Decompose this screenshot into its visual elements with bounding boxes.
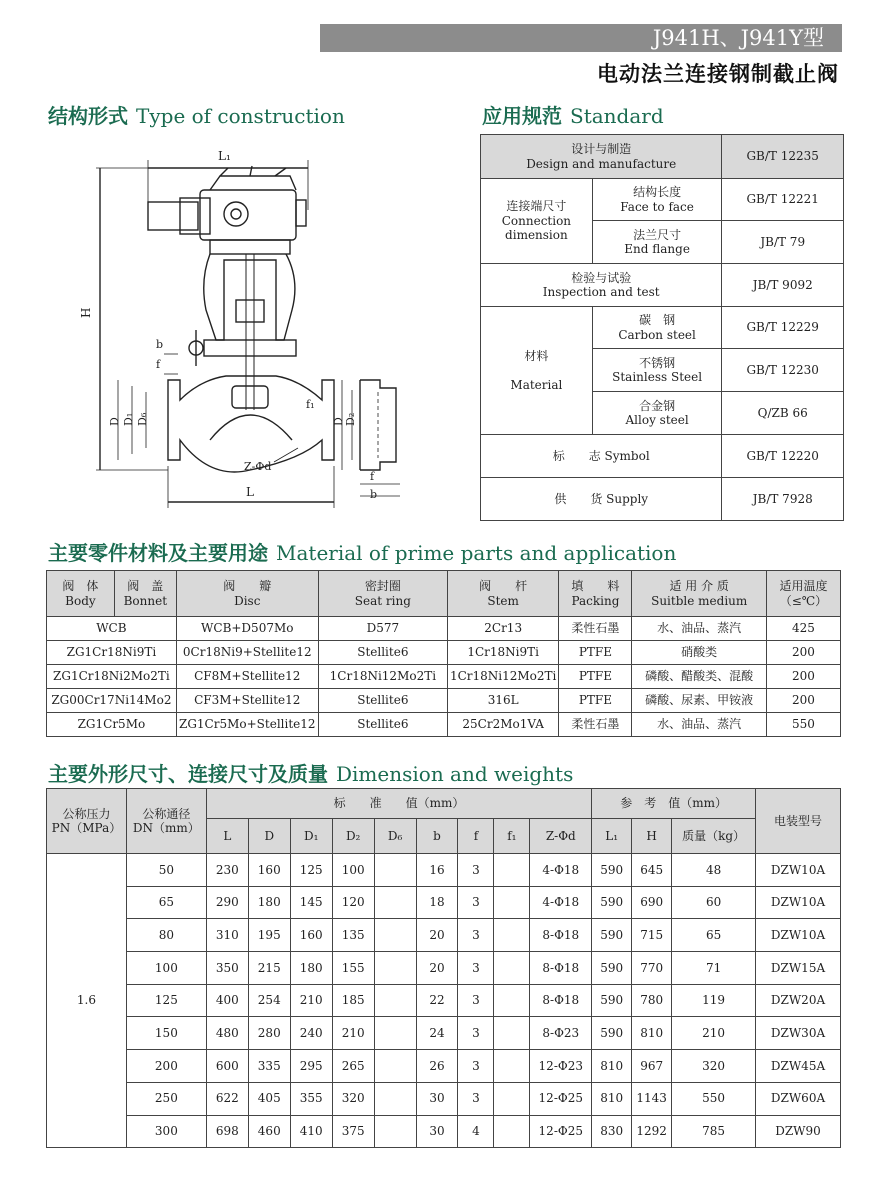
materials-cell: Stellite6: [318, 713, 447, 737]
dimensions-cell: 320: [332, 1082, 374, 1115]
materials-cell: Stellite6: [318, 641, 447, 665]
materials-row: [47, 617, 841, 641]
materials-cell: 1Cr18Ni9Ti: [447, 641, 558, 665]
std-flange-cell: 法兰尺寸 End flange: [592, 221, 722, 264]
dimensions-cell: 12-Φ23: [530, 1050, 592, 1083]
dimensions-col-header: D: [248, 819, 290, 854]
dimensions-cell: 180: [248, 886, 290, 919]
dimensions-cell: [374, 1050, 416, 1083]
materials-cell: 316L: [447, 689, 558, 713]
header-bar: [320, 24, 842, 52]
dimensions-cell: 810: [592, 1050, 632, 1083]
dimensions-cell: 310: [206, 919, 248, 952]
std-face-cell: 结构长度 Face to face: [592, 179, 722, 221]
dimensions-cell: 180: [290, 952, 332, 985]
dimensions-cell: 20: [416, 919, 458, 952]
materials-col-header: 阀 杆 Stem: [447, 571, 558, 617]
dimensions-col-header: D₁: [290, 819, 332, 854]
dimensions-cell: [374, 1082, 416, 1115]
dimensions-cell: 645: [632, 854, 672, 887]
materials-col-header: 阀 瓣 Disc: [176, 571, 318, 617]
dimensions-cell: 590: [592, 1017, 632, 1050]
dimensions-cell: [374, 919, 416, 952]
dimensions-cell: 780: [632, 984, 672, 1017]
dimensions-cell: 590: [592, 854, 632, 887]
dimensions-cell: 3: [458, 984, 494, 1017]
product-title: 电动法兰连接钢制截止阀: [597, 62, 839, 86]
dimensions-cell: 355: [290, 1082, 332, 1115]
dimensions-cell: 590: [592, 952, 632, 985]
dimensions-heading: 主要外形尺寸、连接尺寸及质量 Dimension and weights: [48, 762, 574, 786]
materials-cell: 200: [766, 689, 840, 713]
materials-col-header: 密封圈 Seat ring: [318, 571, 447, 617]
dimensions-cell: 160: [290, 919, 332, 952]
dimensions-cell: 24: [416, 1017, 458, 1050]
materials-cell: 水、油品、蒸汽: [632, 617, 766, 641]
materials-cell: 425: [766, 617, 840, 641]
dimensions-cell: 480: [206, 1017, 248, 1050]
dimensions-cell: 4: [458, 1115, 494, 1148]
std-alloy-code: Q/ZB 66: [722, 392, 844, 435]
dimensions-col-header: D₂: [332, 819, 374, 854]
dimensions-cell: 18: [416, 886, 458, 919]
dimensions-cell: 125: [290, 854, 332, 887]
construction-heading: 结构形式 Type of construction: [48, 104, 345, 128]
label-D: D: [108, 417, 121, 426]
dimensions-cell: 195: [248, 919, 290, 952]
dimensions-cell: 20: [416, 952, 458, 985]
materials-col-header: 填 料 Packing: [559, 571, 632, 617]
dimensions-cell: 295: [290, 1050, 332, 1083]
materials-cell: 25Cr2Mo1VA: [447, 713, 558, 737]
materials-cell: PTFE: [559, 689, 632, 713]
materials-cell: Stellite6: [318, 689, 447, 713]
dimensions-cell: 125: [126, 984, 206, 1017]
materials-col-header: 适用温度 （≤℃）: [766, 571, 840, 617]
materials-cell: ZG1Cr18Ni9Ti: [47, 641, 177, 665]
std-carbon-code: GB/T 12229: [722, 307, 844, 349]
dimensions-cell: 405: [248, 1082, 290, 1115]
dimensions-cell: 550: [672, 1082, 756, 1115]
dimensions-cell: 3: [458, 854, 494, 887]
dimensions-cell: 135: [332, 919, 374, 952]
materials-cell: 0Cr18Ni9+Stellite12: [176, 641, 318, 665]
materials-heading: 主要零件材料及主要用途 Material of prime parts and application: [48, 541, 677, 565]
materials-col-header: 适 用 介 质 Suitble medium: [632, 571, 766, 617]
dimensions-cell: 1292: [632, 1115, 672, 1148]
std-symbol-cell: 标 志 Symbol: [481, 435, 722, 478]
materials-cell: 2Cr13: [447, 617, 558, 641]
dimensions-row: [47, 1115, 841, 1148]
label-f1: f₁: [306, 398, 315, 411]
dimensions-cell: DZW30A: [756, 1017, 841, 1050]
materials-row: [47, 641, 841, 665]
dimensions-cell: 770: [632, 952, 672, 985]
std-flange-code: JB/T 79: [722, 221, 844, 264]
std-face-code: GB/T 12221: [722, 179, 844, 221]
std-supply-cell: 供 货 Supply: [481, 478, 722, 521]
standard-table: [480, 134, 844, 521]
dimensions-cell: 320: [672, 1050, 756, 1083]
dimensions-col-header: 质量（kg）: [672, 819, 756, 854]
dimensions-cell: 120: [332, 886, 374, 919]
dimensions-cell: [374, 854, 416, 887]
dimensions-cell: 4-Φ18: [530, 886, 592, 919]
std-symbol-code: GB/T 12220: [722, 435, 844, 478]
dimensions-col-header: f₁: [494, 819, 530, 854]
dimensions-cell: 698: [206, 1115, 248, 1148]
dimensions-cell: 210: [332, 1017, 374, 1050]
dimensions-cell: 3: [458, 952, 494, 985]
dimensions-cell: [374, 984, 416, 1017]
dimensions-cell: 3: [458, 886, 494, 919]
dimensions-col-header: f: [458, 819, 494, 854]
dimensions-cell: 8-Φ18: [530, 919, 592, 952]
dimensions-cell: 375: [332, 1115, 374, 1148]
dimensions-cell: 335: [248, 1050, 290, 1083]
dimensions-cell: 200: [126, 1050, 206, 1083]
label-H: H: [79, 307, 93, 318]
dimensions-row: [47, 1017, 841, 1050]
label-L1: L₁: [218, 149, 231, 163]
dimensions-cell: 690: [632, 886, 672, 919]
std-alloy-cell: 合金钢 Alloy steel: [592, 392, 722, 435]
dimensions-cell: 215: [248, 952, 290, 985]
materials-cell: CF3M+Stellite12: [176, 689, 318, 713]
materials-row: [47, 689, 841, 713]
dimensions-cell: 250: [126, 1082, 206, 1115]
dimensions-cell: 155: [332, 952, 374, 985]
dimensions-row: [47, 952, 841, 985]
pn-header: 公称压力 PN（MPa）: [47, 789, 127, 854]
dimensions-cell: [494, 886, 530, 919]
dimensions-cell: DZW60A: [756, 1082, 841, 1115]
dimensions-cell: 119: [672, 984, 756, 1017]
materials-cell: 水、油品、蒸汽: [632, 713, 766, 737]
materials-cell: 柔性石墨: [559, 713, 632, 737]
standard-heading: 应用规范 Standard: [482, 104, 664, 128]
dimensions-cell: 4-Φ18: [530, 854, 592, 887]
dimensions-col-header: H: [632, 819, 672, 854]
materials-cell: PTFE: [559, 665, 632, 689]
dimensions-cell: 967: [632, 1050, 672, 1083]
std-material-cell: 材料 Material: [481, 307, 593, 435]
dimensions-cell: 8-Φ23: [530, 1017, 592, 1050]
dimensions-cell: [494, 1017, 530, 1050]
dimensions-cell: 50: [126, 854, 206, 887]
dimensions-cell: 350: [206, 952, 248, 985]
dimensions-cell: 1143: [632, 1082, 672, 1115]
materials-cell: D577: [318, 617, 447, 641]
label-Zd: Z-Φd: [244, 460, 272, 473]
materials-header-row: [47, 571, 841, 617]
dimensions-cell: 280: [248, 1017, 290, 1050]
dimensions-row: [47, 984, 841, 1017]
dimensions-cell: 8-Φ18: [530, 984, 592, 1017]
dimensions-cell: 3: [458, 1050, 494, 1083]
dimensions-cell: 590: [592, 919, 632, 952]
materials-cell: WCB: [47, 617, 177, 641]
dimensions-cell: 254: [248, 984, 290, 1017]
dimensions-col-header: Z-Φd: [530, 819, 592, 854]
dimensions-cell: [494, 1050, 530, 1083]
std-value-header: 标 准 值（mm）: [206, 789, 591, 819]
materials-cell: ZG1Cr5Mo: [47, 713, 177, 737]
materials-cell: 1Cr18Ni12Mo2Ti: [318, 665, 447, 689]
materials-cell: ZG1Cr18Ni2Mo2Ti: [47, 665, 177, 689]
label-D6: D₆: [136, 412, 149, 426]
dimensions-cell: 65: [672, 919, 756, 952]
dimensions-cell: [494, 952, 530, 985]
std-design-cell: 设计与制造 Design and manufacture: [481, 135, 722, 179]
dimensions-cell: DZW10A: [756, 854, 841, 887]
dimensions-col-header: D₆: [374, 819, 416, 854]
std-carbon-cell: 碳 钢 Carbon steel: [592, 307, 722, 349]
dimensions-cell: [374, 952, 416, 985]
dimensions-cell: 80: [126, 919, 206, 952]
dimensions-row: [47, 1082, 841, 1115]
dimensions-row: [47, 1050, 841, 1083]
dimensions-cell: 160: [248, 854, 290, 887]
dimensions-cell: [374, 1115, 416, 1148]
dimensions-cell: 810: [632, 1017, 672, 1050]
dimensions-cell: [494, 984, 530, 1017]
materials-cell: ZG00Cr17Ni14Mo2: [47, 689, 177, 713]
label-b: b: [156, 338, 164, 351]
dimensions-cell: [494, 1115, 530, 1148]
dimensions-cell: 590: [592, 886, 632, 919]
pn-value: 1.6: [47, 854, 127, 1148]
dimensions-cell: 22: [416, 984, 458, 1017]
dimensions-cell: 810: [592, 1082, 632, 1115]
std-inspection-code: JB/T 9092: [722, 264, 844, 307]
dimensions-cell: 12-Φ25: [530, 1115, 592, 1148]
dimensions-cell: 145: [290, 886, 332, 919]
materials-cell: 550: [766, 713, 840, 737]
std-connection-cell: 连接端尺寸 Connection dimension: [481, 179, 593, 264]
dimensions-cell: DZW15A: [756, 952, 841, 985]
materials-cell: 硝酸类: [632, 641, 766, 665]
dimensions-cell: 590: [592, 984, 632, 1017]
dimensions-cell: [374, 1017, 416, 1050]
dimensions-cell: 230: [206, 854, 248, 887]
label-f-side: f: [370, 470, 375, 483]
dn-header: 公称通径 DN（mm）: [126, 789, 206, 854]
materials-row: [47, 665, 841, 689]
materials-cell: PTFE: [559, 641, 632, 665]
dimensions-cell: 150: [126, 1017, 206, 1050]
materials-col-header: 阀 体 Body: [47, 571, 115, 617]
dimensions-cell: [374, 886, 416, 919]
dimensions-cell: 65: [126, 886, 206, 919]
dimensions-cell: 3: [458, 919, 494, 952]
dimensions-cell: 210: [672, 1017, 756, 1050]
dimensions-cell: 185: [332, 984, 374, 1017]
dimensions-cell: 30: [416, 1115, 458, 1148]
model-number: J941H、J941Y型: [652, 26, 824, 50]
label-D-side: D: [332, 417, 345, 426]
dimensions-cell: 210: [290, 984, 332, 1017]
dimensions-cell: 3: [458, 1082, 494, 1115]
dimensions-cell: 830: [592, 1115, 632, 1148]
dimensions-cell: 71: [672, 952, 756, 985]
actuator-header: 电装型号: [756, 789, 841, 854]
dimensions-col-header: L₁: [592, 819, 632, 854]
dimensions-cell: DZW10A: [756, 919, 841, 952]
materials-cell: 柔性石墨: [559, 617, 632, 641]
materials-cell: 1Cr18Ni12Mo2Ti: [447, 665, 558, 689]
dimensions-cell: 26: [416, 1050, 458, 1083]
dimensions-cell: 290: [206, 886, 248, 919]
dimensions-cell: 300: [126, 1115, 206, 1148]
dimensions-cell: 60: [672, 886, 756, 919]
label-D1: D₁: [122, 412, 135, 426]
dimensions-cell: DZW20A: [756, 984, 841, 1017]
dimensions-cell: 3: [458, 1017, 494, 1050]
dimensions-cell: 240: [290, 1017, 332, 1050]
std-stainless-cell: 不锈钢 Stainless Steel: [592, 349, 722, 392]
materials-table: [46, 570, 841, 737]
materials-cell: 200: [766, 665, 840, 689]
dimensions-cell: [494, 1082, 530, 1115]
std-stainless-code: GB/T 12230: [722, 349, 844, 392]
label-f: f: [156, 358, 161, 371]
std-supply-code: JB/T 7928: [722, 478, 844, 521]
dimensions-cell: 100: [332, 854, 374, 887]
materials-cell: 磷酸、醋酸类、混酸: [632, 665, 766, 689]
std-inspection-cell: 检验与试验 Inspection and test: [481, 264, 722, 307]
materials-cell: 200: [766, 641, 840, 665]
dimensions-cell: 460: [248, 1115, 290, 1148]
dimensions-col-header: L: [206, 819, 248, 854]
materials-cell: 磷酸、尿素、甲铵液: [632, 689, 766, 713]
materials-cell: WCB+D507Mo: [176, 617, 318, 641]
ref-value-header: 参 考 值（mm）: [592, 789, 756, 819]
label-L: L: [246, 485, 254, 499]
dimensions-table: [46, 788, 841, 1148]
dimensions-cell: DZW45A: [756, 1050, 841, 1083]
dimensions-cell: 265: [332, 1050, 374, 1083]
dimensions-row: [47, 919, 841, 952]
materials-col-header: 阀 盖 Bonnet: [114, 571, 176, 617]
dimensions-cell: 600: [206, 1050, 248, 1083]
dimensions-cell: [494, 854, 530, 887]
label-b-side: b: [370, 488, 378, 501]
valve-drawing: [60, 140, 420, 510]
dimensions-cell: 48: [672, 854, 756, 887]
dimensions-row: [47, 886, 841, 919]
dimensions-cell: 16: [416, 854, 458, 887]
materials-cell: ZG1Cr5Mo+Stellite12: [176, 713, 318, 737]
materials-row: [47, 713, 841, 737]
dimensions-row: [47, 854, 841, 887]
dimensions-cell: DZW90: [756, 1115, 841, 1148]
dimensions-cell: 30: [416, 1082, 458, 1115]
dimensions-cell: 715: [632, 919, 672, 952]
label-D2: D₂: [344, 412, 357, 426]
dimensions-cell: 12-Φ25: [530, 1082, 592, 1115]
dimensions-cell: 100: [126, 952, 206, 985]
dimensions-cell: [494, 919, 530, 952]
dimensions-cell: 8-Φ18: [530, 952, 592, 985]
dimensions-cell: 622: [206, 1082, 248, 1115]
dimensions-col-header: b: [416, 819, 458, 854]
dimensions-cell: 400: [206, 984, 248, 1017]
dimensions-cell: 410: [290, 1115, 332, 1148]
dimensions-cell: DZW10A: [756, 886, 841, 919]
dimensions-cell: 785: [672, 1115, 756, 1148]
std-design-code: GB/T 12235: [722, 135, 844, 179]
materials-cell: CF8M+Stellite12: [176, 665, 318, 689]
